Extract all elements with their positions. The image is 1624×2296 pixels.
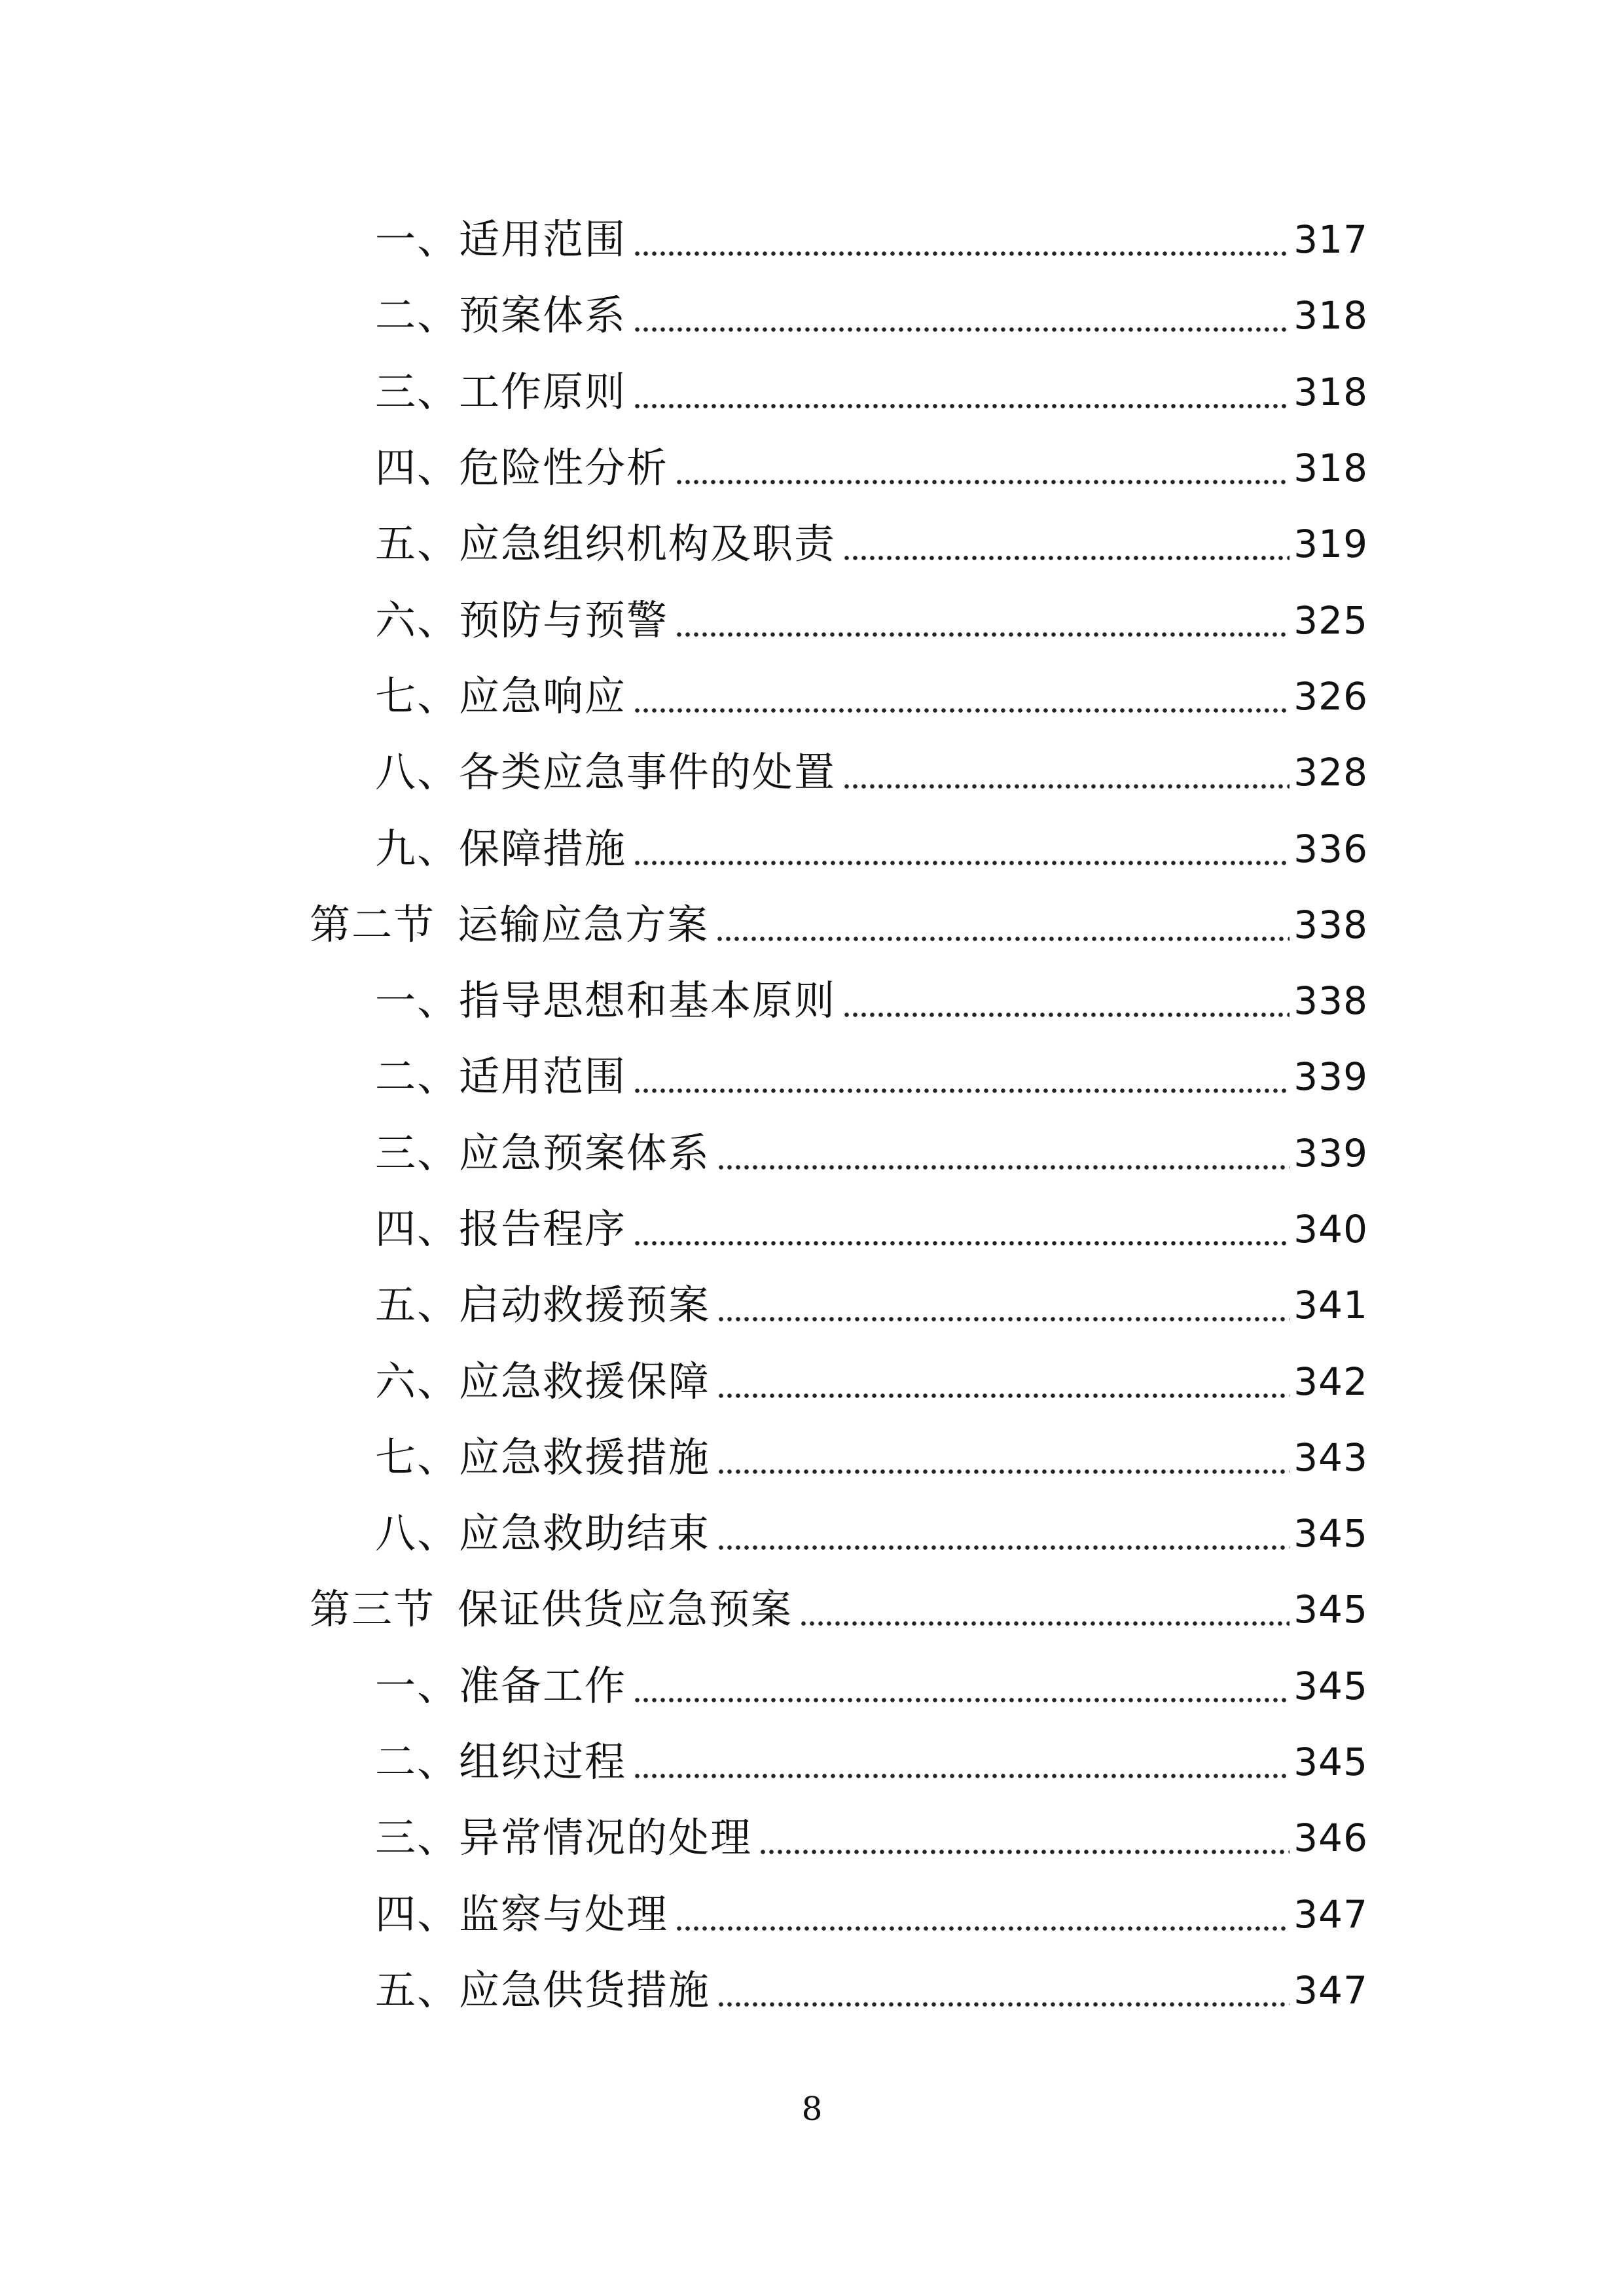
toc-entry-page: 345 — [1293, 1663, 1368, 1708]
toc-entry[interactable] — [0, 1496, 1624, 1571]
toc-entry-title: 一、指导思想和基本原则 — [375, 977, 837, 1025]
toc-entry-title: 六、应急救援保障 — [375, 1357, 711, 1405]
toc-entry-title: 一、适用范围 — [375, 215, 627, 264]
toc-entry-title: 七、应急救援措施 — [375, 1433, 711, 1481]
toc-entry-page: 318 — [1293, 293, 1368, 338]
dot-leader — [633, 1666, 1290, 1706]
dot-leader — [717, 1133, 1290, 1174]
toc-entry-title: 二、组织过程 — [375, 1738, 627, 1786]
toc-entry[interactable] — [0, 1039, 1624, 1115]
toc-entry[interactable] — [0, 506, 1624, 582]
dot-leader — [633, 676, 1290, 717]
dot-leader — [633, 372, 1290, 412]
dot-leader — [842, 524, 1290, 564]
toc-entry[interactable] — [0, 1267, 1624, 1343]
toc-entry-title: 七、应急响应 — [375, 672, 627, 720]
toc-entry-title: 八、各类应急事件的处置 — [375, 748, 837, 797]
dot-leader — [633, 1742, 1290, 1782]
toc-entry[interactable] — [0, 430, 1624, 506]
toc-entry[interactable] — [0, 202, 1624, 278]
toc-section-name: 运输应急方案 — [458, 900, 710, 948]
toc-entry-page: 318 — [1293, 446, 1368, 491]
dot-leader — [717, 1361, 1290, 1402]
toc-entry-page: 347 — [1293, 1892, 1368, 1937]
toc-entry[interactable] — [0, 963, 1624, 1039]
toc-entry-title: 三、应急预案体系 — [375, 1128, 711, 1177]
toc-entry-page: 339 — [1293, 1054, 1368, 1100]
toc-entry-title: 五、应急组织机构及职责 — [375, 520, 837, 568]
dot-leader — [675, 600, 1290, 641]
dot-leader — [717, 1285, 1290, 1325]
toc-entry-page: 339 — [1293, 1130, 1368, 1175]
toc-entry[interactable] — [0, 734, 1624, 810]
dot-leader — [675, 448, 1290, 488]
toc-entry-page: 342 — [1293, 1359, 1368, 1404]
toc-section-label: 第二节 — [310, 900, 436, 948]
dot-leader — [633, 829, 1290, 869]
toc-entry-title: 二、预案体系 — [375, 291, 627, 340]
toc-entry-title: 三、工作原则 — [375, 367, 627, 416]
toc-entry-page: 336 — [1293, 826, 1368, 871]
toc-entry[interactable] — [0, 1115, 1624, 1191]
dot-leader — [842, 980, 1290, 1021]
toc-entry[interactable] — [0, 1724, 1624, 1800]
dot-leader — [715, 905, 1290, 945]
toc-entry-title: 四、危险性分析 — [375, 444, 669, 492]
toc-entry-page: 317 — [1293, 217, 1368, 262]
dot-leader — [842, 752, 1290, 793]
toc-entry-page: 341 — [1293, 1283, 1368, 1328]
toc-entry-page: 340 — [1293, 1207, 1368, 1251]
dot-leader — [799, 1589, 1290, 1630]
toc-section-entry[interactable] — [0, 1571, 1624, 1647]
dot-leader — [633, 295, 1290, 336]
toc-entry[interactable] — [0, 1343, 1624, 1419]
toc-entry-page: 326 — [1293, 673, 1368, 719]
toc-entry-page: 346 — [1293, 1816, 1368, 1861]
toc-entry-page: 328 — [1293, 750, 1368, 795]
toc-entry-page: 345 — [1293, 1511, 1368, 1556]
toc-entry-page: 318 — [1293, 369, 1368, 414]
toc-entry-page: 343 — [1293, 1435, 1368, 1480]
toc-entry-title: 九、保障措施 — [375, 824, 627, 872]
toc-entry-title: 一、准备工作 — [375, 1661, 627, 1710]
toc-entry[interactable] — [0, 582, 1624, 658]
toc-entry[interactable] — [0, 810, 1624, 886]
toc-entry[interactable] — [0, 1800, 1624, 1876]
toc-entry-page: 347 — [1293, 1967, 1368, 2013]
toc-entry-title: 六、预防与预警 — [375, 596, 669, 644]
toc-section-title — [310, 1585, 793, 1634]
toc-entry-page: 338 — [1293, 978, 1368, 1024]
dot-leader — [633, 1209, 1290, 1249]
dot-leader — [717, 1437, 1290, 1478]
toc-entry[interactable] — [0, 354, 1624, 430]
toc-section-name: 保证供货应急预案 — [458, 1585, 793, 1634]
toc-section-title — [310, 900, 710, 948]
toc-entry[interactable] — [0, 1876, 1624, 1952]
toc-entry-page: 345 — [1293, 1587, 1368, 1632]
toc-entry[interactable] — [0, 1191, 1624, 1267]
toc-entry[interactable] — [0, 1420, 1624, 1496]
dot-leader — [633, 219, 1290, 260]
dot-leader — [675, 1894, 1290, 1935]
toc-entry-title: 五、启动救援预案 — [375, 1281, 711, 1329]
toc-entry[interactable] — [0, 658, 1624, 734]
dot-leader — [759, 1818, 1290, 1858]
toc-entry-title: 八、应急救助结束 — [375, 1509, 711, 1558]
toc-entry-title: 四、报告程序 — [375, 1205, 627, 1253]
toc-section-entry[interactable] — [0, 887, 1624, 963]
toc-entry-page: 338 — [1293, 902, 1368, 947]
page-number: 8 — [801, 2090, 823, 2128]
table-of-contents — [0, 202, 1624, 2028]
toc-entry[interactable] — [0, 278, 1624, 353]
toc-entry-title: 四、监察与处理 — [375, 1890, 669, 1938]
dot-leader — [717, 1970, 1290, 2011]
toc-entry-page: 345 — [1293, 1740, 1368, 1785]
toc-entry[interactable] — [0, 1952, 1624, 2028]
toc-entry[interactable] — [0, 1648, 1624, 1724]
dot-leader — [717, 1513, 1290, 1554]
dot-leader — [633, 1056, 1290, 1097]
toc-entry-title: 二、适用范围 — [375, 1052, 627, 1101]
toc-entry-title: 五、应急供货措施 — [375, 1965, 711, 2014]
toc-entry-page: 319 — [1293, 522, 1368, 567]
toc-entry-page: 325 — [1293, 598, 1368, 643]
toc-entry-title: 三、异常情况的处理 — [375, 1814, 753, 1862]
toc-section-label: 第三节 — [310, 1585, 436, 1634]
